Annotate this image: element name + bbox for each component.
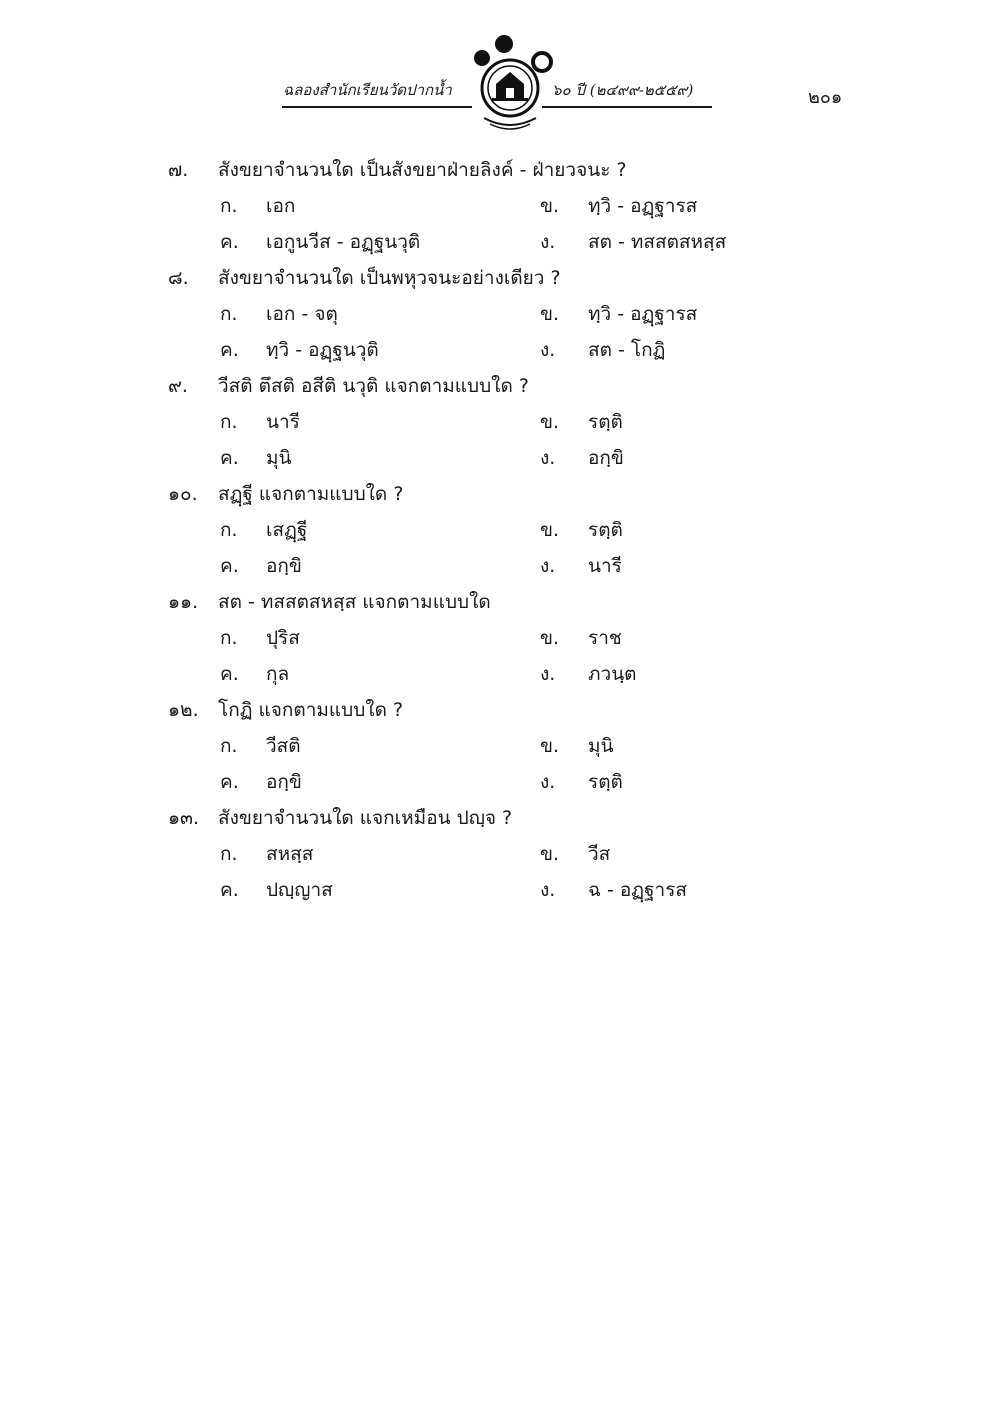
question-stem bbox=[168, 368, 808, 404]
question-number: ๗. bbox=[168, 159, 189, 181]
question-number: ๑๒. bbox=[168, 699, 199, 721]
option-label: ก. bbox=[220, 303, 238, 325]
option-text: ฉ - อฏฺฐารส bbox=[588, 879, 687, 901]
option-text: เอก bbox=[266, 195, 296, 217]
option-row bbox=[168, 656, 808, 692]
option-label: ก. bbox=[220, 519, 238, 541]
option-row bbox=[168, 620, 808, 656]
option-text: เสฏฺฐี bbox=[266, 519, 308, 541]
option-row bbox=[168, 548, 808, 584]
option-text: สหสฺส bbox=[266, 843, 314, 865]
option-label: ข. bbox=[540, 843, 560, 865]
question-stem bbox=[168, 584, 808, 620]
question-stem bbox=[168, 152, 808, 188]
option-label: ค. bbox=[220, 663, 239, 685]
question-number: ๑๑. bbox=[168, 591, 199, 613]
option-label: ข. bbox=[540, 195, 560, 217]
option-label: ค. bbox=[220, 231, 239, 253]
question-stem bbox=[168, 476, 808, 512]
option-text: ปุริส bbox=[266, 627, 300, 649]
option-label: ง. bbox=[540, 663, 556, 685]
option-text: อกฺขิ bbox=[266, 771, 302, 793]
header-rule-right bbox=[542, 106, 712, 108]
option-text: ปญฺญาส bbox=[266, 879, 333, 901]
option-label: ค. bbox=[220, 879, 239, 901]
option-label: ก. bbox=[220, 627, 238, 649]
option-label: ก. bbox=[220, 843, 238, 865]
option-label: ค. bbox=[220, 555, 239, 577]
option-text: รตฺติ bbox=[588, 771, 623, 793]
option-label: ก. bbox=[220, 735, 238, 757]
question-text: สังขยาจำนวนใด เป็นสังขยาฝ่ายลิงค์ - ฝ่ายวจนะ ? bbox=[218, 159, 627, 181]
option-label: ค. bbox=[220, 339, 239, 361]
option-label: ง. bbox=[540, 231, 556, 253]
option-label: ข. bbox=[540, 519, 560, 541]
option-text: นารี bbox=[266, 411, 300, 433]
page-header bbox=[0, 0, 1000, 140]
question-text: สฏฺฐี แจกตามแบบใด ? bbox=[218, 483, 404, 505]
option-row bbox=[168, 764, 808, 800]
option-text: มุนิ bbox=[266, 447, 292, 469]
option-text: วีส bbox=[588, 843, 611, 865]
option-text: รตฺติ bbox=[588, 411, 623, 433]
option-text: สต - โกฏิ bbox=[588, 339, 666, 361]
option-row bbox=[168, 188, 808, 224]
question-stem bbox=[168, 800, 808, 836]
option-label: ข. bbox=[540, 411, 560, 433]
question-text: สังขยาจำนวนใด แจกเหมือน ปญฺจ ? bbox=[218, 807, 513, 829]
option-row bbox=[168, 836, 808, 872]
option-text: อกฺขิ bbox=[266, 555, 302, 577]
question-item bbox=[168, 584, 808, 692]
option-label: ก. bbox=[220, 195, 238, 217]
question-item bbox=[168, 800, 808, 908]
option-text: รตฺติ bbox=[588, 519, 623, 541]
option-text: กุล bbox=[266, 663, 290, 685]
question-number: ๘. bbox=[168, 267, 189, 289]
option-text: มุนิ bbox=[588, 735, 614, 757]
question-number: ๙. bbox=[168, 375, 188, 397]
question-item bbox=[168, 692, 808, 800]
option-label: ข. bbox=[540, 735, 560, 757]
header-rule-left bbox=[282, 106, 472, 108]
option-row bbox=[168, 512, 808, 548]
option-row bbox=[168, 440, 808, 476]
option-label: ก. bbox=[220, 411, 238, 433]
option-row bbox=[168, 296, 808, 332]
option-row bbox=[168, 728, 808, 764]
option-text: ทฺวิ - อฏฺฐารส bbox=[588, 195, 698, 217]
option-text: อกฺขิ bbox=[588, 447, 624, 469]
question-item bbox=[168, 368, 808, 476]
option-text: สต - ทสสตสหสฺส bbox=[588, 231, 727, 253]
question-item bbox=[168, 476, 808, 584]
page-number: ๒๐๑ bbox=[808, 87, 843, 108]
option-label: ง. bbox=[540, 879, 556, 901]
question-text: สต - ทสสตสหสฺส แจกตามแบบใด bbox=[218, 591, 491, 613]
question-text: วีสติ ตึสติ อสีติ นวุติ แจกตามแบบใด ? bbox=[218, 375, 529, 397]
option-row bbox=[168, 404, 808, 440]
option-label: ง. bbox=[540, 771, 556, 793]
header-left-title: ฉลองสำนักเรียนวัดปากน้ำ bbox=[283, 81, 452, 99]
option-text: ราช bbox=[588, 627, 622, 649]
question-text: โกฏิ แจกตามแบบใด ? bbox=[218, 699, 404, 721]
question-number: ๑๓. bbox=[168, 807, 200, 829]
option-text: ทฺวิ - อฏฺฐนวุติ bbox=[266, 339, 379, 361]
question-number: ๑๐. bbox=[168, 483, 198, 505]
option-text: นารี bbox=[588, 555, 622, 577]
question-item bbox=[168, 152, 808, 260]
question-stem bbox=[168, 260, 808, 296]
question-item bbox=[168, 260, 808, 368]
option-label: ง. bbox=[540, 447, 556, 469]
option-text: วีสติ bbox=[266, 735, 301, 757]
option-text: เอกูนวีส - อฏฺฐนวุติ bbox=[266, 231, 421, 253]
option-label: ง. bbox=[540, 555, 556, 577]
option-text: ทฺวิ - อฏฺฐารส bbox=[588, 303, 698, 325]
option-label: ค. bbox=[220, 771, 239, 793]
option-label: ข. bbox=[540, 627, 560, 649]
question-text: สังขยาจำนวนใด เป็นพหุวจนะอย่างเดียว ? bbox=[218, 267, 561, 289]
header-right-title: ๖๐ ปี (๒๔๙๙-๒๕๕๙) bbox=[552, 81, 694, 99]
question-stem bbox=[168, 692, 808, 728]
option-label: ค. bbox=[220, 447, 239, 469]
option-label: ง. bbox=[540, 339, 556, 361]
temple-emblem-icon bbox=[462, 32, 558, 134]
option-row bbox=[168, 872, 808, 908]
question-list bbox=[168, 152, 808, 908]
option-text: ภวนฺต bbox=[588, 663, 637, 685]
option-text: เอก - จตุ bbox=[266, 303, 338, 325]
option-row bbox=[168, 224, 808, 260]
option-label: ข. bbox=[540, 303, 560, 325]
option-row bbox=[168, 332, 808, 368]
